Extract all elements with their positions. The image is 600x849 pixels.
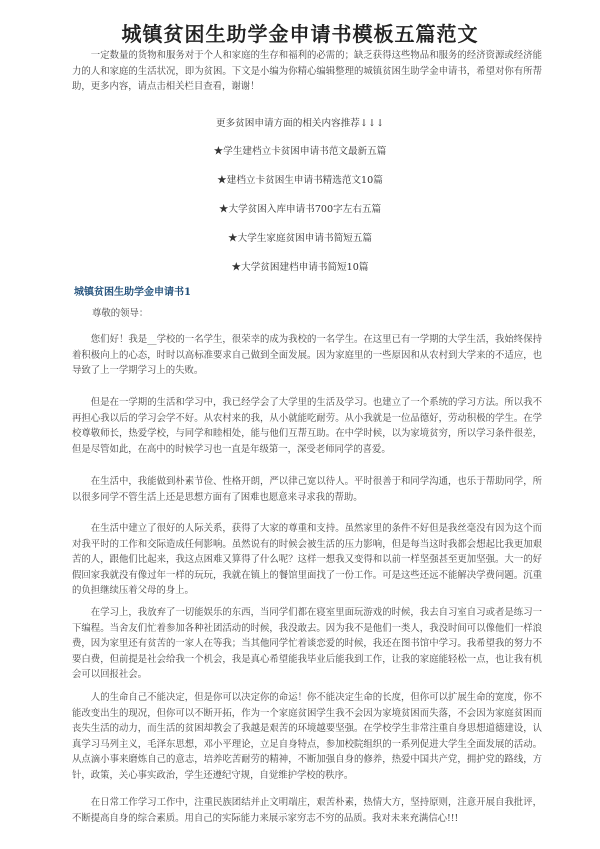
recommend-link-2[interactable]: ★建档立卡贫困生申请书精选范文10篇	[217, 175, 383, 186]
paragraph-6-block	[72, 690, 542, 784]
body-paragraph: 人的生命自己不能决定，但是你可以决定你的命运！你不能决定生命的长度，但你可以扩展生命的宽度，你不能改变出生的现况，但你可以不断开拓，作为一个家庭贫困学生我不会因为家境贫困而失落，不会因为家庭贫困而丧失生活的动力，而生活的贫困却教会了我越是艰苦的环境越要坚强。在学校学生非常注重自身思想道德建设，认真学习马列主义，毛泽东思想，邓小平理论，立足自身特点，参加校院组织的一系列促进大学生全面发展的活动。从点滴小事来磨炼自己的意志，培养吃苦耐劳的精神，不断加强自身的修养，热爱中国共产党，拥护党的路线，方针，政策，关心事实政治，学生还遵纪守规，自觉维护学校的秩序。	[72, 692, 542, 781]
body-paragraph: 在生活中建立了很好的人际关系，获得了大家的尊重和支持。虽然家里的条件不好但是我丝毫没有因为这个而对我平时的工作和交际造成任何影响。虽然说有的时候会被生活的压力影响，但是每当这时我都会想起比我更加艰苦的人，跟他们比起来，我这点困难又算得了什么呢？这样一想我又变得和以前一样坚强甚至更加坚强。大一的好假回家我就没有像过年一样的玩玩，我就在镇上的餐馆里面找了一份工作。可是这些还远不能解决学费问题。沉重的负担继续压着父母的身上。	[72, 523, 542, 597]
body-paragraph: 在日常工作学习工作中，注重民族团结并止文明端庄，艰苦朴素，热情大方，坚持原则，注意开展自我批评，不断提高自身的综合素质。用自己的实际能力来展示家穷志不穷的品质。我对未来充满信心!!!	[72, 797, 542, 824]
paragraph-7-block	[72, 795, 542, 826]
body-paragraph: 在学习上，我放弃了一切能娱乐的东西，当同学们都在寝室里面玩游戏的时候，我去自习室自习或者是练习一下编程。当舍友们忙着参加各种社团活动的时候，我没敢去。因为我不是他们一类人，我没时间可以像他们一样浪费，因为家里还有贫苦的一家人在等我；当其他同学忙着谈恋爱的时候，我还在图书馆中学习。我希望我的努力不要白费，但前提是社会给我一个机会，我是真心希望能我毕业后能我到工作，让我的家庭能轻松一点，也让我有机会可以回报社会。	[72, 607, 542, 681]
body-paragraph: 在生活中，我能做到朴素节俭、性格开朗，严以律己宽以待人。平时很善于和同学沟通，也乐于帮助同学，所以很多同学不管生活上还是思想方面有了困难也愿意来寻求我的帮助。	[72, 476, 542, 503]
paragraph-1-block	[72, 332, 542, 379]
section-title: 城镇贫困生助学金申请书1	[74, 287, 191, 298]
paragraph-4-block	[72, 521, 542, 599]
recommend-link-1[interactable]: ★学生建档立卡贫困申请书范文最新五篇	[213, 146, 387, 157]
recommend-link-3[interactable]: ★大学贫困入库申请书700字左右五篇	[218, 204, 382, 215]
paragraph-5-block	[72, 605, 542, 683]
recommend-link-4[interactable]: ★大学生家庭贫困申请书简短五篇	[228, 233, 372, 244]
intro-block	[72, 48, 542, 95]
more-content-label: 更多贫困申请方面的相关内容推荐↓↓↓	[215, 118, 385, 129]
body-paragraph: 您们好！我是__学校的一名学生，很荣幸的成为我校的一名学生。在这里已有一学期的大学生活，我始终保持着积极向上的心态，时时以高标准要求自己做到全面发展。因为家庭里的一些原因和从农村到大学来的不适应，也导致了上一学期学习上的失败。	[72, 334, 542, 377]
paragraph-2-block	[72, 395, 542, 457]
body-paragraph: 但是在一学期的生活和学习中，我已经学会了大学里的生活及学习。也建立了一个系统的学习方法。所以我不再担心我以后的学习会学不好。从农村来的我，从小就能吃耐劳。从小我就是一位品德好，劳动积极的学生。在学校尊敬师长，热爱学校，与同学和睦相处，能与他们互帮互助。在中学时候，以为家境贫穷，所以学习条件很差，但是尽管如此，在高中的时候学习也一直是年级第一，深受老师同学的喜爱。	[72, 397, 542, 455]
paragraph-3-block	[72, 474, 542, 505]
page-title: 城镇贫困生助学金申请书模板五篇范文	[121, 22, 479, 46]
salutation: 尊敬的领导：	[92, 308, 149, 319]
intro-paragraph: 一定数量的货物和服务对于个人和家庭的生存和福利的必需的；缺乏获得这些物品和服务的经济资源或经济能力的人和家庭的生活状况，即为贫困。下文是小编为你精心编辑整理的城镇贫困生助学金申请书，希望对你有所帮助，更多内容，请点击相关栏目查看，谢谢！	[72, 50, 542, 93]
recommend-link-5[interactable]: ★大学贫困建档申请书简短10篇	[231, 262, 369, 273]
